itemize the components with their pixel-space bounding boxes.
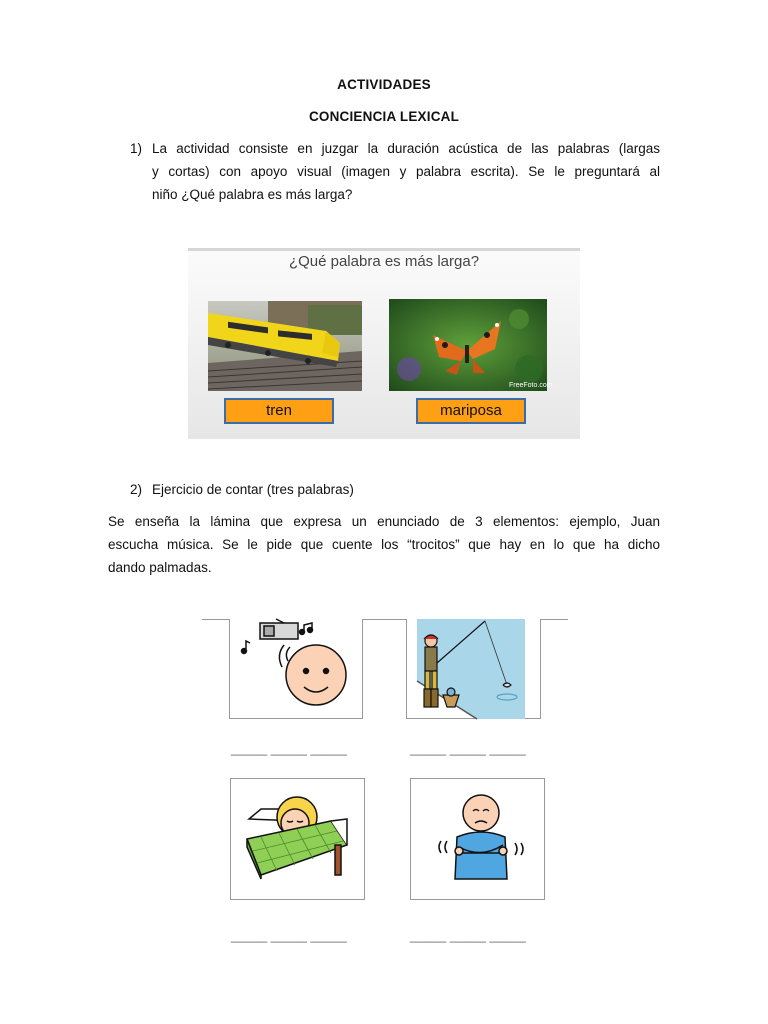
boy-cold-shivering-icon (411, 779, 546, 901)
activity-2-text: Ejercicio de contar (tres palabras) (152, 482, 354, 497)
butterfly-photo (389, 299, 553, 391)
boy-listening-music-icon (230, 619, 364, 719)
activity-2-number: 2) (130, 482, 143, 497)
pictogram-listening-music (229, 619, 363, 719)
answer-blanks-4[interactable]: _____ _____ _____ (410, 928, 526, 943)
word-card-mariposa[interactable]: mariposa (416, 398, 526, 424)
answer-blanks-3[interactable]: _____ _____ _____ (231, 928, 347, 943)
word-length-slide (188, 248, 580, 439)
train-photo (208, 301, 362, 391)
activity-1-line-1: La actividad consiste en juzgar la duración acústica de las palabras (largas (152, 141, 660, 156)
activity-1 (130, 137, 660, 207)
instructions-line-2: escucha música. Se le pide que cuente los “trocitos” que hay en lo que ha dicho (108, 537, 660, 552)
pictogram-sleeping (230, 778, 365, 900)
pictogram-cold (410, 778, 545, 900)
slide-question: ¿Qué palabra es más larga? (288, 253, 480, 270)
section-title: CONCIENCIA LEXICAL (308, 109, 460, 124)
girl-sleeping-in-bed-icon (231, 779, 366, 901)
answer-blanks-1[interactable]: _____ _____ _____ (231, 741, 347, 756)
activity-1-text (152, 137, 660, 206)
activity-1-number: 1) (130, 141, 143, 156)
photo-watermark: FreeFoto.com (509, 382, 553, 389)
word-card-tren[interactable]: tren (224, 398, 334, 424)
instructions-paragraph (108, 510, 660, 579)
page-title: ACTIVIDADES (337, 77, 431, 92)
activity-1-line-2: y cortas) con apoyo visual (imagen y palabra escrita). Se le preguntará al (152, 164, 660, 179)
instructions-line-3: dando palmadas. (108, 560, 212, 575)
person-fishing-icon (407, 619, 542, 719)
activity-2 (130, 478, 660, 502)
instructions-line-1: Se enseña la lámina que expresa un enunciado de 3 elementos: ejemplo, Juan (108, 514, 660, 529)
answer-blanks-2[interactable]: _____ _____ _____ (410, 741, 526, 756)
train-icon (208, 301, 362, 391)
pictogram-fishing (406, 619, 541, 719)
butterfly-icon (389, 299, 553, 391)
activity-1-line-3: niño ¿Qué palabra es más larga? (152, 187, 353, 202)
